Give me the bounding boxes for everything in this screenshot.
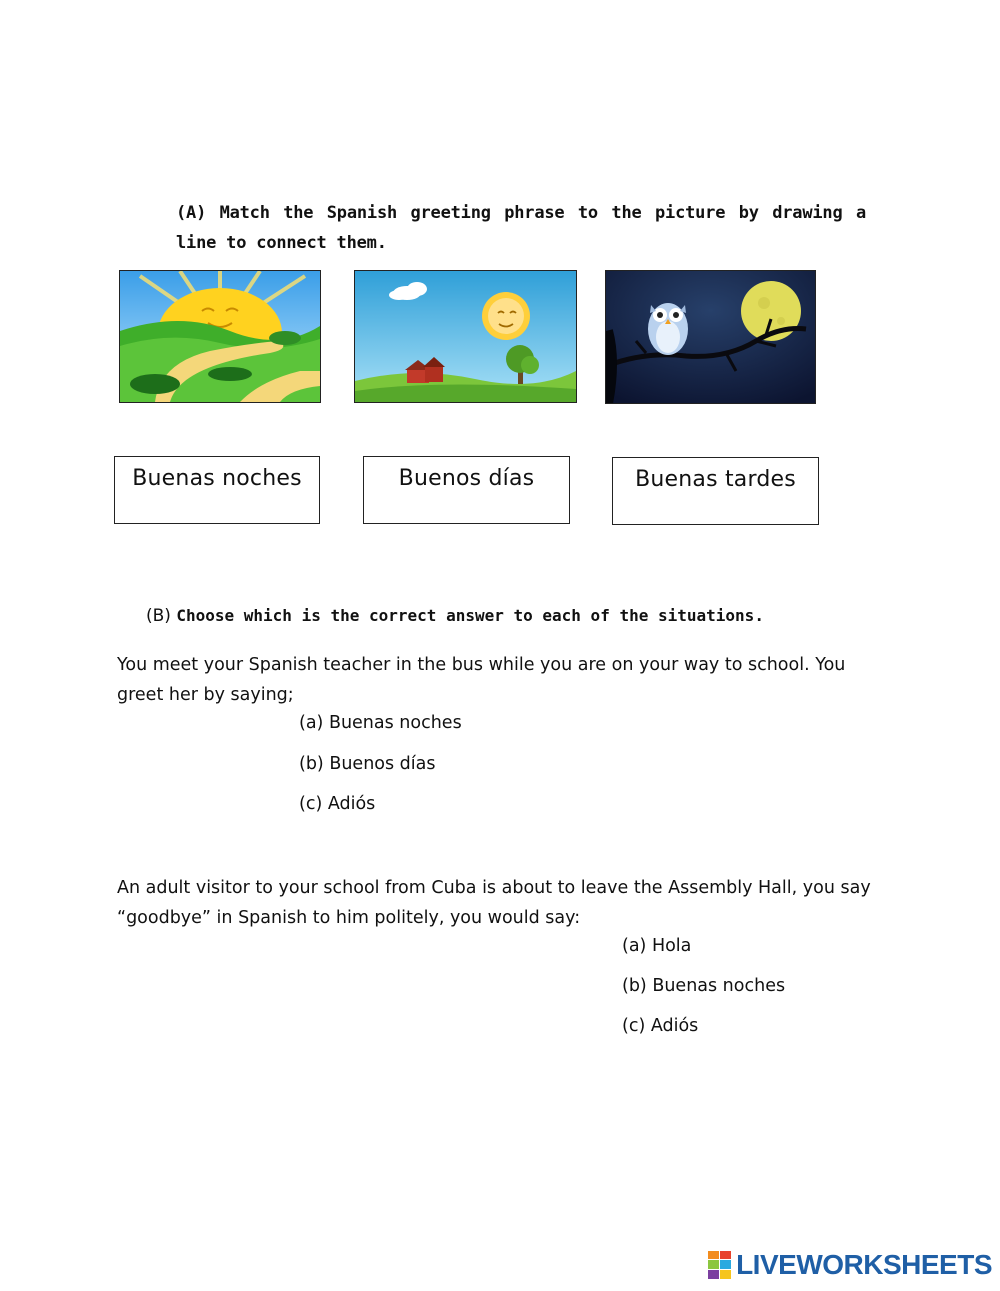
part-b-text: Choose which is the correct answer to each of the situations. [176,606,764,625]
phrase-box-2[interactable]: Buenos días [363,456,570,524]
question-2-option-b[interactable]: (b) Buenas noches [622,976,786,996]
liveworksheets-logo-icon [708,1251,732,1279]
question-2-option-a[interactable]: (a) Hola [622,936,692,956]
question-1-option-a[interactable]: (a) Buenas noches [299,713,462,733]
picture-night [605,270,816,404]
daytime-sun-farm-image [355,271,576,402]
sunrise-landscape-image [120,271,320,402]
question-2-text: An adult visitor to your school from Cuba is about to leave the Assembly Hall, you say “goodbye” in Spanish to him politely, you would say: [117,878,871,928]
picture-sunrise [119,270,321,403]
question-1-text: You meet your Spanish teacher in the bus while you are on your way to school. You greet her by saying; [117,655,846,705]
phrase-box-3[interactable]: Buenas tardes [612,457,819,525]
part-b-label: (B) [146,606,171,626]
brand-name: LIVEWORKSHEETS [736,1249,992,1280]
question-2-option-c[interactable]: (c) Adiós [622,1016,699,1036]
part-b-instruction [146,602,764,630]
liveworksheets-brand[interactable] [708,1249,992,1281]
part-a-instruction: (A) Match the Spanish greeting phrase to the picture by drawing a line to connect them. [176,203,866,253]
night-owl-moon-image [606,271,815,403]
question-1-option-b[interactable]: (b) Buenos días [299,754,436,774]
picture-daytime [354,270,577,403]
phrase-box-1[interactable]: Buenas noches [114,456,320,524]
question-1-option-c[interactable]: (c) Adiós [299,794,376,814]
